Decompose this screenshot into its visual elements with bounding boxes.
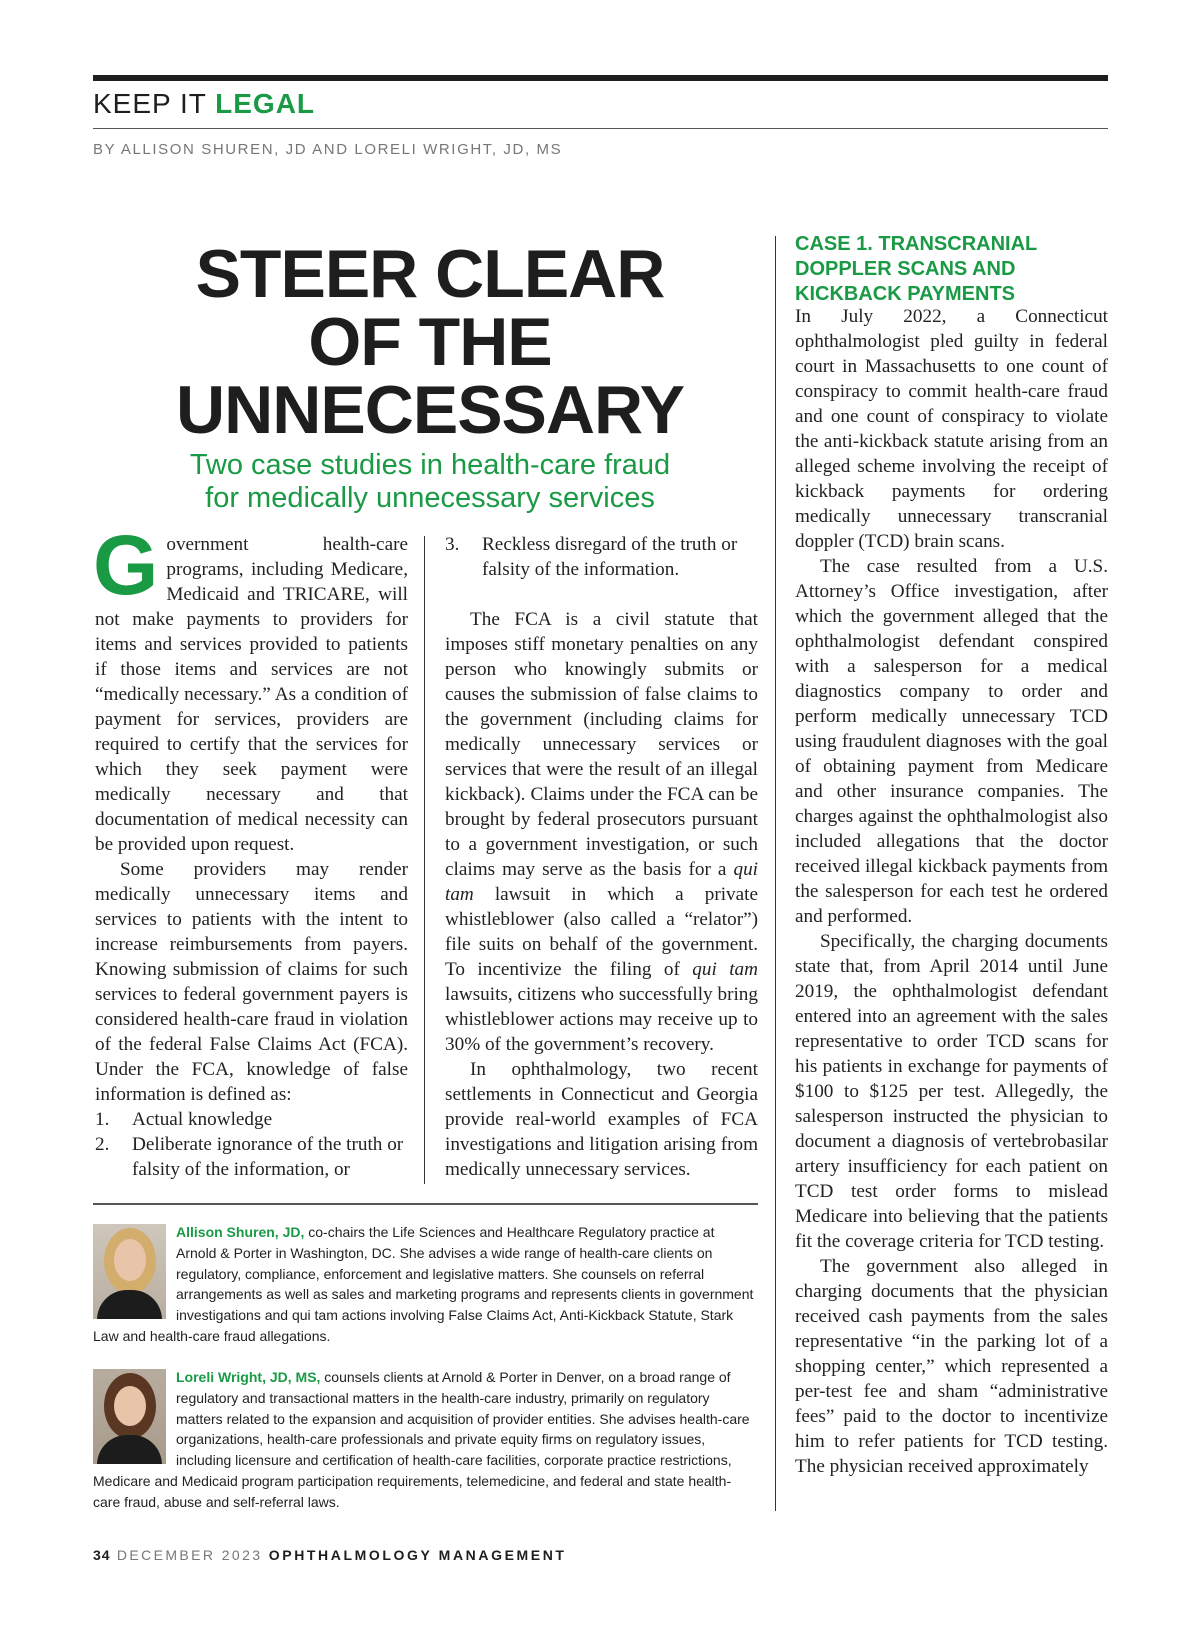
author-bio-text: counsels clients at Arnold & Porter in Denver, on a broad range of regulatory and transactional matters in the health-care industry, primarily on regulatory matters related to the expansion and acquisition of provider entities. She advises health-care organizations, health-care professionals and private equity firms on regulatory issues, including licensure and certification of health-care facilities, corporate practice restrictions, Medicare and Medicaid program participation requirements, telemedicine, and federal and state health-care fraud, abuse and self-referral laws.: [93, 1369, 750, 1510]
middle-column: [445, 532, 758, 1182]
page-footer: [93, 1547, 567, 1563]
list-item: [95, 1132, 408, 1182]
author-bio: [93, 1367, 758, 1513]
list-item: [445, 532, 758, 582]
list-number: 3.: [445, 534, 460, 555]
case-heading: CASE 1. TRANSCRANIAL DOPPLER SCANS AND KICKBACK PAYMENTS: [795, 233, 1037, 305]
section-label-light: KEEP IT: [93, 88, 216, 119]
right-column: [795, 304, 1108, 1479]
body-paragraph: Some providers may render medically unnecessary items and services to patients with the intent to increase reimbursements from payers. Knowing submission of claims for such services to federal government payers is considered health-care fraud in violation of the federal False Claims Act (FCA). Under the FCA, knowledge of false information is defined as:: [95, 859, 408, 1105]
page-number: 34: [93, 1547, 111, 1563]
section-label: [93, 88, 315, 120]
intro-paragraph-text: overnment health-care programs, including Medicare, Medicaid and TRICARE, will not make payments to providers for items and services provided to patients if those items and services are not “medically necessary.” As a condition of payment for services, providers are required to certify that the services for which they seek payment were medically necessary and that documentation of medical necessity can be provided upon request.: [95, 534, 408, 855]
author-bio-text: co-chairs the Life Sciences and Healthcare Regulatory practice at Arnold & Porter in Washington, DC. She advises a wide range of health-care clients on regulatory, compliance, enforcement and legislative matters. She counsels on referral arrangements as well as sales and marketing programs and represents clients in government investigations and qui tam actions involving False Claims Act, Anti-Kickback Statute, Stark Law and health-care fraud allegations.: [93, 1224, 754, 1344]
subhead: [130, 449, 730, 515]
author-name: Allison Shuren, JD,: [176, 1224, 305, 1240]
fca-italic-2: qui tam: [692, 959, 758, 980]
list-number: 2.: [95, 1134, 110, 1155]
body-paragraph: The case resulted from a U.S. Attorney’s Office investigation, after which the government alleged that the ophthalmologist defendant conspired with a salesperson for a medical diagnostics company to order and perform medically unnecessary TCD using fraudulent diagnoses with the goal of obtaining payment from Medicare and other insurance companies. The charges against the ophthalmologist also included allegations that the doctor received illegal kickback payments from the salesperson for each test he ordered and performed.: [795, 556, 1108, 927]
headline-line-1: STEER CLEAR: [195, 236, 665, 312]
left-column: [93, 518, 408, 1182]
subhead-line-2: for medically unnecessary services: [205, 482, 655, 514]
author-photo: [93, 1224, 166, 1319]
list-text: Reckless disregard of the truth or falsity of the information.: [482, 534, 738, 580]
section-label-bold: LEGAL: [215, 88, 316, 119]
fca-italic-1: qui tam: [445, 859, 758, 905]
author-bio: [93, 1222, 758, 1347]
fca-text-a: The FCA is a civil statute that imposes stiff monetary penalties on any person who knowingly submits or causes the submission of false claims to the government (including claims for medically unnecessary services or services that were the result of an illegal kickback). Claims under the FCA can be brought by federal prosecutors pursuant to a government investigation, or such claims may serve as the basis for a: [445, 609, 758, 880]
list-item: [95, 1107, 408, 1132]
body-paragraph: The government also alleged in charging documents that the physician received cash payments from the sales representative “in the parking lot of a shopping center,” which represented a per-test fee and sham “administrative fees” paid to the doctor to incentivize him to refer patients for TCD testing. The physician received approximately: [795, 1256, 1108, 1477]
magazine-name: OPHTHALMOLOGY MANAGEMENT: [268, 1547, 567, 1563]
header-rule: [93, 128, 1108, 129]
fca-text-c: lawsuits, citizens who successfully bring whistleblower actions may receive up to 30% of the government’s recovery.: [445, 984, 758, 1055]
list-number: 1.: [95, 1109, 110, 1130]
column-divider: [775, 236, 776, 1511]
top-rule: [93, 75, 1108, 81]
author-name: Loreli Wright, JD, MS,: [176, 1369, 321, 1385]
list-text: Deliberate ignorance of the truth or falsity of the information, or: [132, 1134, 404, 1180]
headline-line-2: OF THE: [308, 304, 552, 380]
byline: BY ALLISON SHUREN, JD AND LORELI WRIGHT, JD, MS: [93, 141, 563, 158]
issue-date: DECEMBER 2023: [116, 1547, 263, 1563]
body-paragraph: In ophthalmology, two recent settlements in Connecticut and Georgia provide real-world examples of FCA investigations and litigation arising from medically unnecessary services.: [445, 1059, 758, 1180]
author-photo: [93, 1369, 166, 1464]
bio-rule: [93, 1203, 758, 1205]
headline: [130, 236, 730, 448]
body-paragraph: [445, 607, 758, 1057]
intro-paragraph: [93, 518, 408, 857]
fca-text-b: lawsuit in which a private whistleblower (also called a “relator”) file suits on behalf of the government. To incentivize the filing of: [445, 884, 758, 980]
column-divider: [424, 536, 425, 1184]
body-paragraph: Specifically, the charging documents state that, from April 2014 until June 2019, the ophthalmologist defendant entered into an agreement with the sales representative to order TCD scans for his patients in exchange for payments of $100 to $125 per test. Allegedly, the salesperson instructed the physician to document a diagnosis of vertebrobasilar artery insufficiency for each patient on TCD test order forms to mislead Medicare into believing that the patients fit the coverage criteria for TCD testing.: [795, 931, 1108, 1252]
body-paragraph: In July 2022, a Connecticut ophthalmologist pled guilty in federal court in Massachusetts to one count of conspiracy to commit health-care fraud and one count of conspiracy to violate the anti-kickback statute arising from an alleged scheme involving the receipt of kickback payments for ordering medically unnecessary transcranial doppler (TCD) brain scans.: [795, 306, 1108, 552]
list-text: Actual knowledge: [132, 1109, 273, 1130]
drop-cap: G: [93, 518, 159, 612]
headline-line-3: UNNECESSARY: [176, 372, 684, 448]
subhead-line-1: Two case studies in health-care fraud: [189, 449, 671, 481]
